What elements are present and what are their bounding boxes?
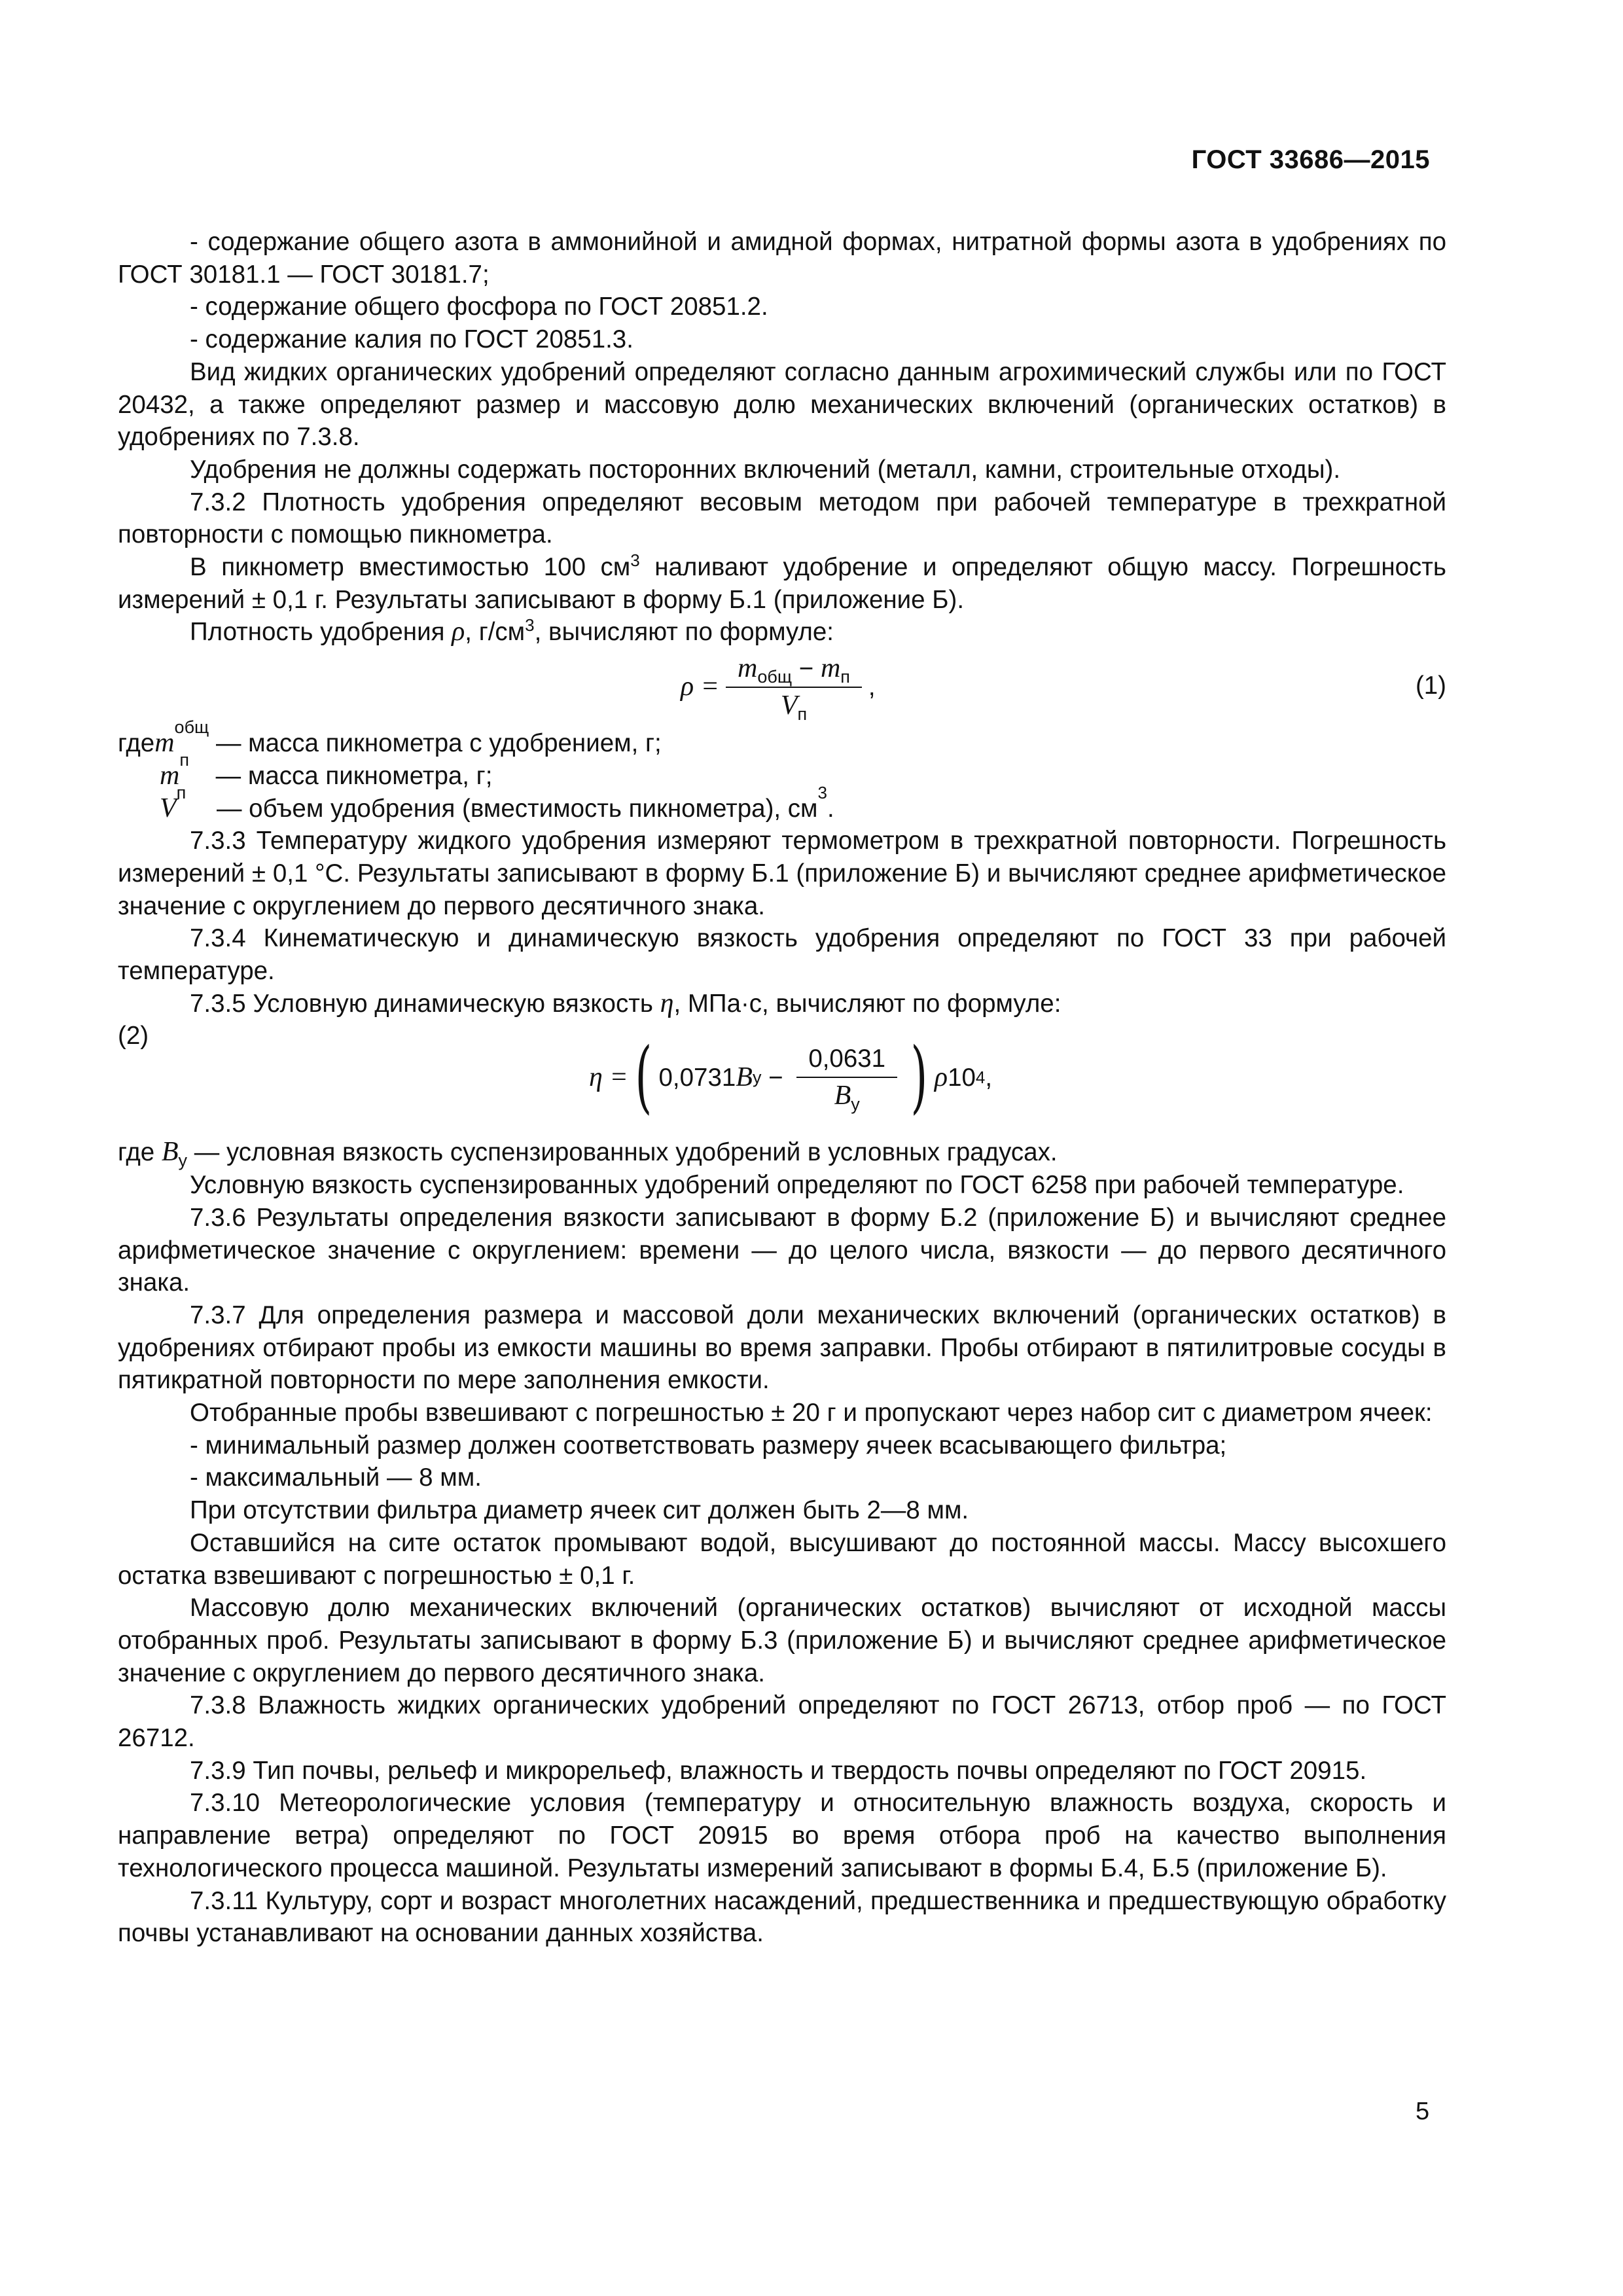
paragraph: Условную вязкость суспензированных удобрений определяют по ГОСТ 6258 при рабочей температуре. — [190, 1171, 1404, 1200]
paragraph: 7.3.9 Тип почвы, рельеф и микрорельеф, влажность и твердость почвы определяют по ГОСТ 20915. — [190, 1756, 1367, 1785]
formula-number: (2) — [118, 1022, 149, 1050]
paragraph: В пикнометр вместимостью 100 $см^3$ наливают удобрение и определяют общую массу. Погрешность измерений ± 0,1 г. Результаты записывают в форму Б.1 (приложение Б). — [118, 550, 1446, 614]
paragraph: Плотность удобрения ρ, $г/см^3$, вычисляют по формуле: — [190, 615, 834, 647]
page-body — [118, 226, 1446, 1950]
paragraph: Удобрения не должны содержать посторонних включений (металл, камни, строительные отходы). — [190, 455, 1341, 484]
legend-row: где m общ — масса пикнометра с удобрением, г; — [118, 717, 662, 759]
paragraph: - максимальный — 8 мм. — [190, 1463, 482, 1492]
paragraph: - содержание общего фосфора по ГОСТ 20851.2. — [190, 293, 768, 321]
paragraph: 7.3.10 Метеорологические условия (температуру и относительную влажность воздуха, скорость и направление ветра) определяют по ГОСТ 20915 во время отбора проб на качество выполнения технологического процесса машиной. Результаты измерений записывают в формы Б.4, Б.5 (приложение Б). — [118, 1789, 1446, 1882]
formula-fraction: $\frac{m_{общ} - m_п}{V_п}$ — [726, 653, 862, 721]
paragraph: 7.3.4 Кинематическую и динамическую вязкость удобрения определяют по ГОСТ 33 при рабочей температуре. — [118, 924, 1446, 986]
paragraph: Оставшийся на сите остаток промывают водой, высушивают до постоянной массы. Массу высохшего остатка взвешивают с погрешностью ± 0,1 г. — [118, 1528, 1446, 1590]
right-paren: ) — [910, 1031, 928, 1123]
standard-header: ГОСТ 33686—2015 — [1191, 145, 1430, 174]
formula-legend: где $B_у$ — условная вязкость суспензированных удобрений в условных градусах. — [118, 1137, 1058, 1171]
paragraph: При отсутствии фильтра диаметр ячеек сит должен быть 2—8 мм. — [190, 1496, 969, 1525]
formula-body: ρ = $\frac{m_{общ} - m_п}{V_п}$ , — [681, 653, 876, 725]
formula-fraction: $\frac{0,0631}{B_у}$ — [796, 1044, 897, 1111]
formula-density — [118, 649, 1446, 727]
paragraph: - содержание калия по ГОСТ 20851.3. — [190, 325, 633, 354]
formula-viscosity — [118, 1020, 1446, 1136]
paragraph: 7.3.7 Для определения размера и массовой доли механических включений (органических остатков) в удобрениях отбирают пробы из емкости машины во время заправки. Пробы отбирают в пятилитровые сосуды в пятикратной повторности по мере заполнения емкости. — [118, 1300, 1446, 1395]
paragraph: Отобранные пробы взвешивают с погрешностью ± 20 г и пропускают через набор сит с диаметром ячеек: — [190, 1399, 1433, 1427]
paragraph: 7.3.3 Температуру жидкого удобрения измеряют термометром в трехкратной повторности. Погрешность измерений ± 0,1 °С. Результаты записывают в форму Б.1 (приложение Б) и вычисляют среднее арифметическое значение с округлением до первого десятичного знака. — [118, 827, 1446, 920]
paragraph: 7.3.11 Культуру, сорт и возраст многолетних насаждений, предшественника и предшествующую обработку почвы устанавливают на основании данных хозяйства. — [118, 1886, 1446, 1948]
formula-legend — [118, 717, 1446, 825]
legend-row: V п — объем удобрения (вместимость пикнометра), см 3 . — [160, 782, 834, 823]
paragraph: Вид жидких органических удобрений определяют согласно данным агрохимический службы или по ГОСТ 20432, а также определяют размер и массовую долю механических включений (органических остатков) в удобрениях по 7.3.8. — [118, 357, 1446, 452]
paragraph: Массовую долю механических включений (органических остатков) вычисляют от исходной массы отобранных проб. Результаты записывают в форму Б.3 (приложение Б) и вычисляют среднее арифметическое значение с округлением до первого десятичного знака. — [118, 1594, 1446, 1687]
formula-number: (1) — [1415, 672, 1446, 700]
legend-row: m п — масса пикнометра, г; — [160, 749, 493, 791]
formula-body: η = ( 0,0731 B у − $\frac{0,0631}{B_у}$ ) ρ 10 4 , — [589, 1031, 993, 1123]
paragraph: - содержание общего азота в аммонийной и амидной формах, нитратной формы азота в удобрениях по ГОСТ 30181.1 — ГОСТ 30181.7; — [118, 228, 1446, 289]
paragraph: - минимальный размер должен соответствовать размеру ячеек всасывающего фильтра; — [190, 1431, 1227, 1460]
page-number: 5 — [1416, 2098, 1430, 2125]
paragraph: 7.3.2 Плотность удобрения определяют весовым методом при рабочей температуре в трехкратной повторности с помощью пикнометра. — [118, 488, 1446, 549]
paragraph: 7.3.5 Условную динамическую вязкость η, МПа·с, вычисляют по формуле: — [190, 988, 1061, 1018]
left-paren: ( — [635, 1031, 652, 1123]
paragraph: 7.3.6 Результаты определения вязкости записывают в форму Б.2 (приложение Б) и вычисляют среднее арифметическое значение с округлением: времени — до целого числа, вязкости — до первого десятичного знака. — [118, 1203, 1446, 1297]
paragraph: 7.3.8 Влажность жидких органических удобрений определяют по ГОСТ 26713, отбор проб — по ГОСТ 26712. — [118, 1691, 1446, 1753]
